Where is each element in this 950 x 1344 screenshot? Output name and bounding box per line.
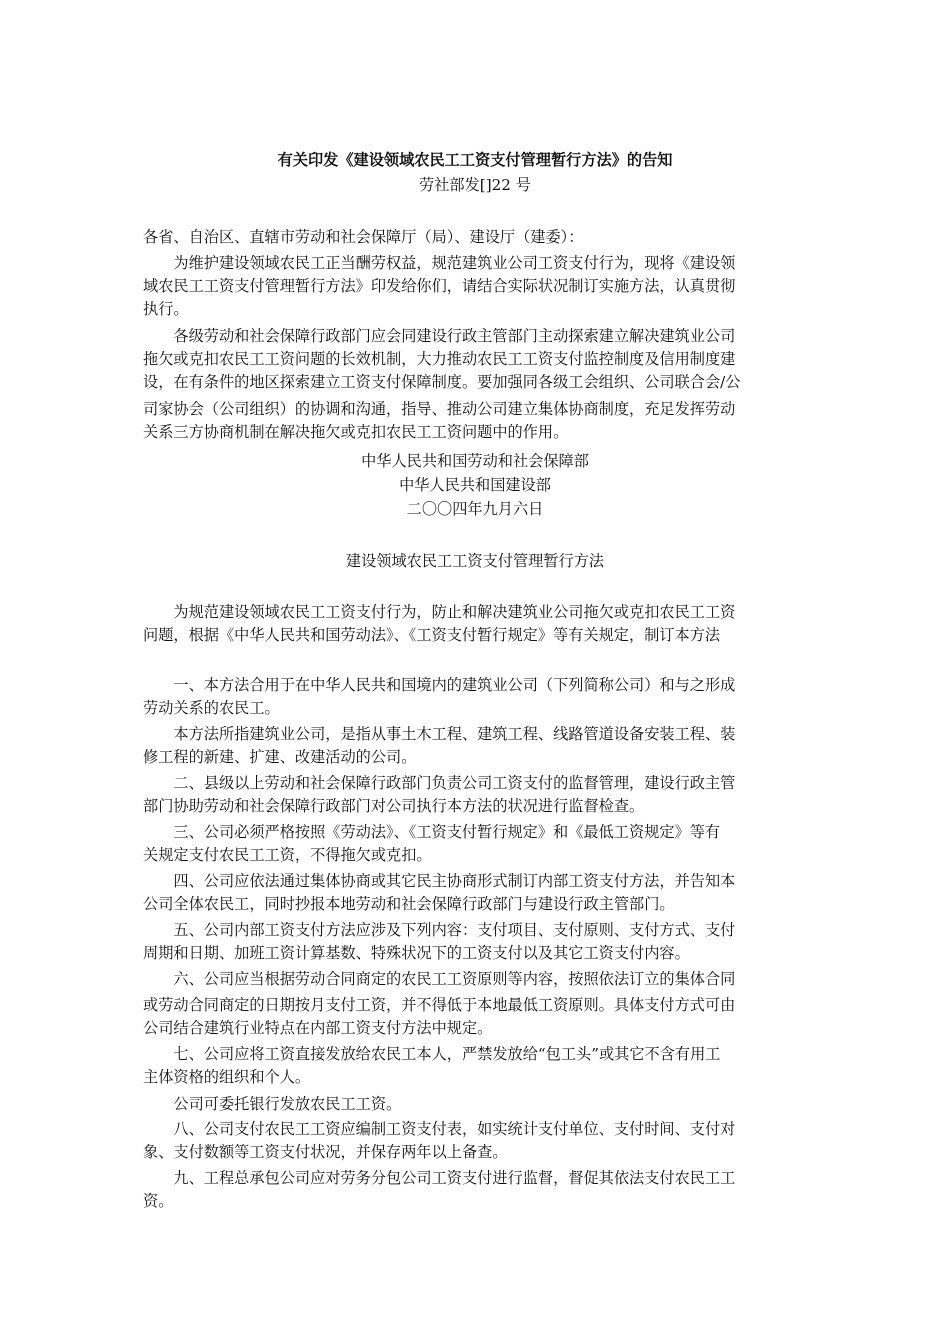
signatory-ministry-construction: 中华人民共和国建设部 <box>399 476 551 494</box>
document-number: 劳社部发[]22 号 <box>419 176 531 194</box>
paragraph-line: 拖欠或克扣农民工工资问题的长效机制，大力推动农民工工资支付监控制度及信用制度建 <box>143 350 736 368</box>
paragraph-line: 问题，根据《中华人民共和国劳动法》、《工资支付暂行规定》等有关规定，制订本方法 <box>143 626 721 644</box>
article-line: 主体资格的组织和个人。 <box>143 1068 311 1086</box>
notice-date: 二〇〇四年九月六日 <box>406 500 544 518</box>
paragraph-line: 为维护建设领域农民工正当酬劳权益，规范建筑业公司工资支付行为，现将《建设领 <box>143 254 736 272</box>
article-line: 周期和日期、加班工资计算基数、特殊状况下的工资支付以及其它工资支付内容。 <box>143 944 690 962</box>
article-line: 或劳动合同商定的日期按月支付工资，并不得低于本地最低工资原则。具体支付方式可由 <box>143 996 736 1014</box>
paragraph-line: 域农民工工资支付管理暂行方法》印发给你们，请结合实际状况制订实施方法，认真贯彻 <box>143 277 736 295</box>
article-line: 象、支付数额等工资支付状况，并保存两年以上备查。 <box>143 1143 508 1161</box>
article-line: 部门协助劳动和社会保障行政部门对公司执行本方法的状况进行监督检查。 <box>143 797 645 815</box>
paragraph-line: 关系三方协商机制在解决拖欠或克扣农民工工资问题中的作用。 <box>143 423 569 441</box>
paragraph-line: 各级劳动和社会保障行政部门应会同建设行政主管部门主动探索建立解决建筑业公司 <box>143 327 736 345</box>
article-line: 五、公司内部工资支付方法应涉及下列内容：支付项目、支付原则、支付方式、支付 <box>143 921 736 939</box>
paragraph-line: 设，在有条件的地区探索建立工资支付保障制度。要加强同各级工会组织、公司联合会/公 <box>143 373 741 391</box>
regulation-title: 建设领域农民工工资支付管理暂行方法 <box>345 552 605 570</box>
article-line: 资。 <box>143 1192 174 1210</box>
article-line: 六、公司应当根据劳动合同商定的农民工工资原则等内容，按照依法订立的集体合同 <box>143 970 736 988</box>
article-line: 四、公司应依法通过集体协商或其它民主协商形式制订内部工资支付方法，并告知本 <box>143 872 736 890</box>
paragraph-line: 司家协会（公司组织）的协调和沟通，指导、推动公司建立集体协商制度，充足发挥劳动 <box>143 400 736 418</box>
article-line: 八、公司支付农民工工资应编制工资支付表，如实统计支付单位、支付时间、支付对 <box>143 1120 736 1138</box>
signatory-ministry-labour: 中华人民共和国劳动和社会保障部 <box>361 452 589 470</box>
article-line: 七、公司应将工资直接发放给农民工本人，严禁发放给“包工头”或其它不含有用工 <box>143 1045 721 1063</box>
article-line: 一、本方法合用于在中华人民共和国境内的建筑业公司（下列简称公司）和与之形成 <box>143 676 736 694</box>
article-line: 修工程的新建、扩建、改建活动的公司。 <box>143 748 417 766</box>
paragraph-line: 为规范建设领域农民工工资支付行为，防止和解决建筑业公司拖欠或克扣农民工工资 <box>143 603 736 621</box>
article-line: 公司全体农民工，同时抄报本地劳动和社会保障行政部门与建设行政主管部门。 <box>143 895 675 913</box>
paragraph-line: 执行。 <box>143 300 189 318</box>
article-line: 三、公司必须严格按照《劳动法》、《工资支付暂行规定》和《最低工资规定》等有 <box>143 823 721 841</box>
article-line: 关规定支付农民工工资，不得拖欠或克扣。 <box>143 846 432 864</box>
article-line: 劳动关系的农民工。 <box>143 699 280 717</box>
article-line: 公司可委托银行发放农民工工资。 <box>143 1095 402 1113</box>
salutation: 各省、自治区、直辖市劳动和社会保障厅（局）、建设厅（建委）： <box>143 228 584 246</box>
article-line: 九、工程总承包公司应对劳务分包公司工资支付进行监督，督促其依法支付农民工工 <box>143 1169 736 1187</box>
article-line: 二、县级以上劳动和社会保障行政部门负责公司工资支付的监督管理，建设行政主管 <box>143 774 736 792</box>
article-line: 公司结合建筑行业特点在内部工资支付方法中规定。 <box>143 1019 493 1037</box>
article-line: 本方法所指建筑业公司，是指从事土木工程、建筑工程、线路管道设备安装工程、装 <box>143 725 736 743</box>
notice-title: 有关印发《建设领域农民工工资支付管理暂行方法》的告知 <box>277 151 673 169</box>
